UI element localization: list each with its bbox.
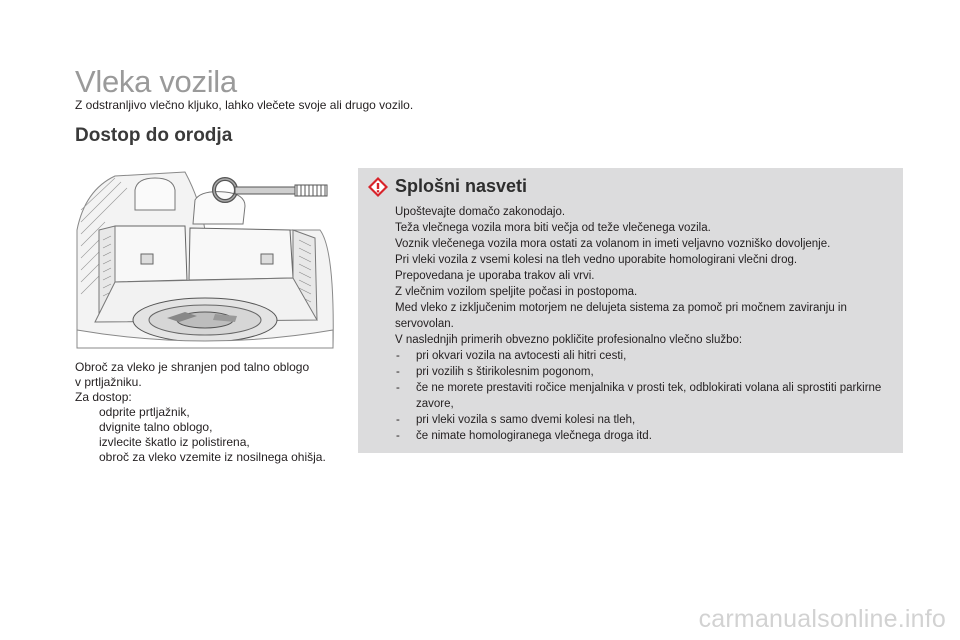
page-title: Vleka vozila [75, 64, 237, 99]
advice-paragraph: Prepovedana je uporaba trakov ali vrvi. [395, 270, 595, 282]
list-item: - pri okvari vozila na avtocesti ali hitri cesti, [396, 350, 627, 362]
storage-location-text: Obroč za vleko je shranjen pod talno oblogo [75, 360, 310, 374]
list-item: dvignite talno oblogo, [99, 420, 213, 434]
access-steps-list [75, 405, 345, 465]
list-item: - če nimate homologiranega vlečnega droga itd. [396, 430, 652, 442]
list-item: izvlecite škatlo iz polistirena, [99, 435, 250, 449]
section-title: Dostop do orodja [75, 125, 233, 146]
car-trunk-illustration [75, 170, 337, 350]
storage-location-text-cont: v prtljažniku. [75, 375, 142, 389]
towing-service-cases-list [395, 348, 890, 444]
list-item: - pri vozilih s štirikolesnim pogonom, [396, 366, 594, 378]
advice-paragraph: Med vleko z izključenim motorjem ne delujeta sistema za pomoč pri močnem zaviranju in servovolan. [395, 302, 847, 330]
advice-title: Splošni nasveti [395, 176, 528, 196]
access-instructions [75, 360, 345, 465]
list-item: obroč za vleko vzemite iz nosilnega ohišja. [99, 450, 326, 464]
advice-paragraph: Z vlečnim vozilom speljite počasi in postopoma. [395, 286, 638, 298]
list-item: odprite prtljažnik, [99, 405, 190, 419]
warning-icon [366, 176, 390, 198]
towing-eye-icon [214, 179, 327, 201]
access-label: Za dostop: [75, 390, 132, 404]
list-item: - pri vleki vozila s samo dvemi kolesi na tleh, [396, 414, 636, 426]
advice-paragraph: Pri vleki vozila z vsemi kolesi na tleh vedno uporabite homologirani vlečni drog. [395, 254, 798, 266]
advice-body [395, 204, 890, 444]
advice-paragraph: Teža vlečnega vozila mora biti večja od teže vlečenega vozila. [395, 222, 711, 234]
advice-paragraph: V naslednjih primerih obvezno pokličite profesionalno vlečno službo: [395, 334, 743, 346]
advice-paragraph: Voznik vlečenega vozila mora ostati za volanom in imeti veljavno vozniško dovoljenje. [395, 238, 831, 250]
watermark: carmanualsonline.info [698, 605, 946, 633]
advice-paragraph: Upoštevajte domačo zakonodajo. [395, 206, 566, 218]
list-item: - če ne morete prestaviti ročice menjalnika v prosti tek, odblokirati volana ali sprostiti parkirne zavore, [396, 382, 882, 410]
general-advice-box [358, 168, 903, 453]
intro-text: Z odstranljivo vlečno kljuko, lahko vlečete svoje ali drugo vozilo. [75, 98, 414, 112]
